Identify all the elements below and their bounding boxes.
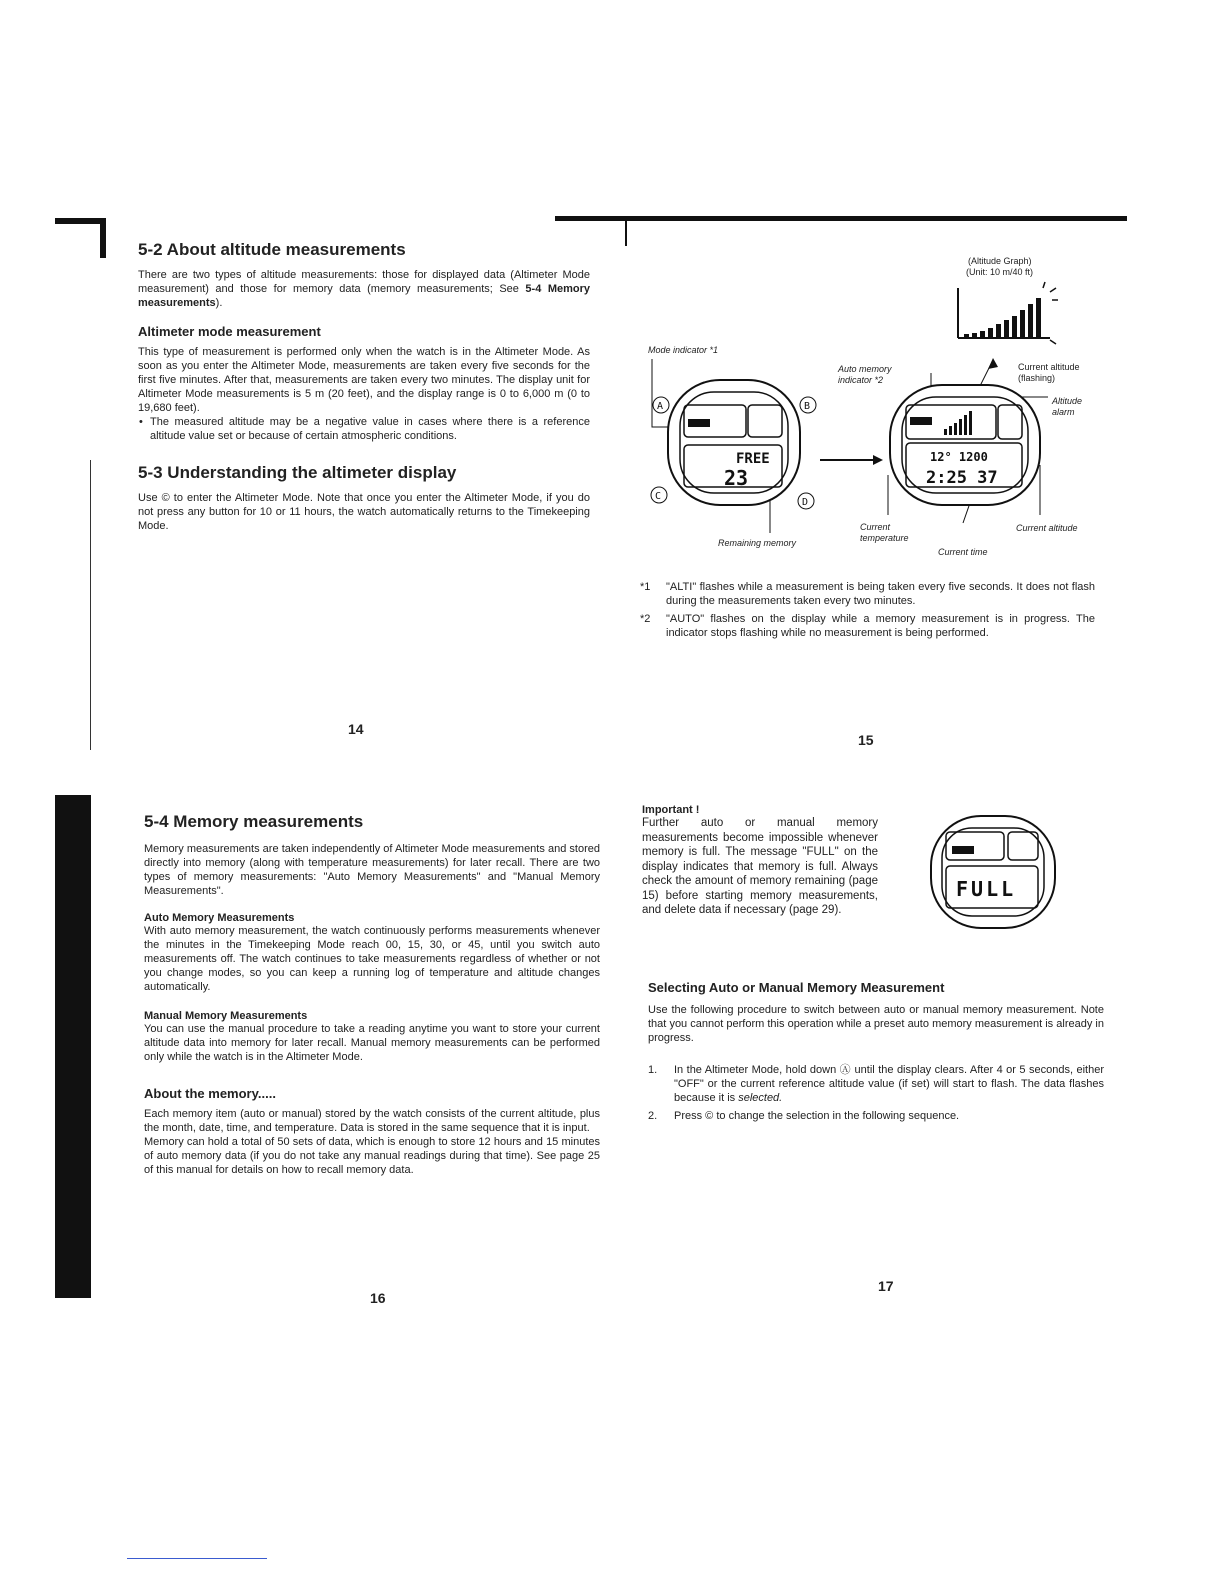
current-altitude-flashing-label: Current altitude (flashing) — [1018, 362, 1080, 383]
scan-underline-bottom — [127, 1558, 267, 1559]
selecting-heading: Selecting Auto or Manual Memory Measurement — [648, 980, 945, 995]
selecting-body: Use the following procedure to switch between auto or manual memory measurement. Note that you cannot perform this operation while a preset auto memory measurement is already in progress. — [648, 1004, 1104, 1044]
watch-2-screen-time: 2:25 37 — [926, 468, 998, 488]
page-16 — [144, 812, 600, 1177]
step-1: 1. In the Altimeter Mode, hold down Ⓐ until the display clears. After 4 or 5 seconds, either "OFF" or the current reference altitude value (if set) will start to flash. The data flashes because it is selected. — [648, 1064, 1104, 1104]
button-c-label: C — [655, 491, 662, 502]
graph-unit: (Unit: 10 m/40 ft) — [966, 267, 1034, 277]
top-rule-tick — [625, 216, 627, 246]
manual-memory-body: You can use the manual procedure to take a reading anytime you want to store your current altitude data into memory for later recall. Manual memory measurements can be performed only while the watch is in the Altimeter Mode. — [144, 1023, 600, 1063]
step-2: 2. Press © to change the selection in the following sequence. — [648, 1110, 960, 1122]
page-number-14: 14 — [348, 721, 364, 737]
page-number-15: 15 — [858, 732, 874, 748]
full-screen-text: FULL — [956, 877, 1017, 901]
page-14 — [138, 240, 590, 533]
section-5-2-intro: There are two types of altitude measurements: those for displayed data (Altimeter Mode measurement) and those for memory data (memory measurements; See 5-4 Memory measurements). — [138, 269, 590, 309]
note-2: *2 "AUTO" flashes on the display while a memory measurement is in progress. The indicator stops flashing while no measurement is being performed. — [640, 613, 1095, 639]
about-memory-body-2: Memory can hold a total of 50 sets of data, which is enough to store 12 hours and 15 minutes of auto memory data (if you do not take any manual readings during that time). See page 25 of this manual for details on how to recall memory data. — [144, 1136, 600, 1176]
full-display-figure — [928, 808, 1058, 938]
section-5-3-body: Use © to enter the Altimeter Mode. Note that once you enter the Altimeter Mode, if you do not press any button for 10 or 11 hours, the watch automatically returns to the Timekeeping Mode. — [138, 492, 590, 532]
mode-indicator-label: Mode indicator *1 — [648, 345, 719, 355]
altimeter-display-diagram — [648, 355, 1108, 535]
scan-mark-top-left — [55, 218, 103, 224]
watch-1-screen-top: FREE — [736, 451, 770, 467]
altitude-alarm-label: Altitude alarm — [1052, 396, 1083, 417]
section-5-4-intro: Memory measurements are taken independently of Altimeter Mode measurements and stored directly into memory (along with temperature measurements) for later recall. There are two types of memory measurements: "Auto Memory Measurements" and "Manual Memory Measurements". — [144, 843, 600, 897]
top-rule — [555, 216, 1127, 221]
auto-memory-body: With auto memory measurement, the watch continuously performs measurements whenever the minutes in the Timekeeping Mode reach 00, 15, 30, or 45, until you switch auto measurements off. The watch continues to take measurements regardless of whether or not you change modes, so you can keep a running log of temperature and altitude changes automatically. — [144, 925, 600, 993]
button-b-label: B — [804, 401, 811, 412]
scan-mark-top-left-vert — [100, 218, 106, 258]
page-17-selecting — [648, 980, 1104, 1123]
remaining-memory-label: Remaining memory — [718, 538, 797, 548]
manual-memory-heading: Manual Memory Measurements — [144, 1010, 308, 1022]
scan-line-left — [90, 460, 91, 750]
page-15-notes — [640, 580, 1095, 640]
about-memory-body-1: Each memory item (auto or manual) stored by the watch consists of the current altitude, plus the month, date, time, and temperature. Data is stored in the same sequence that it is input. — [144, 1108, 600, 1134]
page-number-17: 17 — [878, 1278, 894, 1294]
altimeter-bullet: • The measured altitude may be a negative value in cases where there is a reference altitude value set or because of certain atmospheric conditions. — [150, 415, 590, 443]
section-5-2-title: 5-2 About altitude measurements — [138, 240, 406, 259]
button-d-label: D — [802, 497, 809, 508]
important-heading: Important ! — [642, 804, 700, 816]
watch-2-screen-top: 12° 1200 — [930, 450, 988, 464]
altitude-graph-figure — [950, 280, 1080, 350]
altimeter-bullet-list — [138, 415, 590, 443]
watch-2-figure — [890, 385, 1040, 505]
watch-1-figure — [651, 380, 816, 509]
note-1: *1 "ALTI" flashes while a measurement is being taken every five seconds. It does not flash during the measurements taken every two minutes. — [640, 581, 1095, 607]
watch-1-screen-number: 23 — [724, 466, 749, 490]
current-altitude-label: Current altitude — [1016, 523, 1078, 533]
page-number-16: 16 — [370, 1290, 386, 1306]
auto-memory-heading: Auto Memory Measurements — [144, 912, 295, 924]
current-temperature-label: Current temperature — [860, 522, 909, 543]
button-a-label: A — [657, 401, 664, 412]
about-memory-heading: About the memory..... — [144, 1086, 276, 1101]
binding-bar — [55, 795, 91, 1298]
altimeter-mode-heading: Altimeter mode measurement — [138, 324, 321, 339]
auto-memory-indicator-label: Auto memory indicator *2 — [838, 364, 892, 385]
section-5-3-title: 5-3 Understanding the altimeter display — [138, 463, 457, 482]
important-body: Further auto or manual memory measurements become impossible whenever memory is full. The message "FULL" on the display indicates that memory is full. Always check the amount of memory remaining (page 15) before starting memory measurements, and delete data if necessary (page 29). — [642, 817, 878, 916]
section-5-4-title: 5-4 Memory measurements — [144, 812, 364, 831]
page-17-important — [642, 804, 878, 918]
altimeter-mode-body: This type of measurement is performed only when the watch is in the Altimeter Mode. As soon as you enter the Altimeter Mode, measurements are taken every five seconds for the first five minutes. After that, measurements are taken every two minutes. The display unit for Altimeter Mode measurements is 5 m (20 feet), and the display range is 0 to 6,000 m (0 to 19,680 feet). — [138, 346, 590, 414]
current-time-label: Current time — [938, 547, 988, 557]
graph-caption: (Altitude Graph) — [968, 256, 1032, 266]
